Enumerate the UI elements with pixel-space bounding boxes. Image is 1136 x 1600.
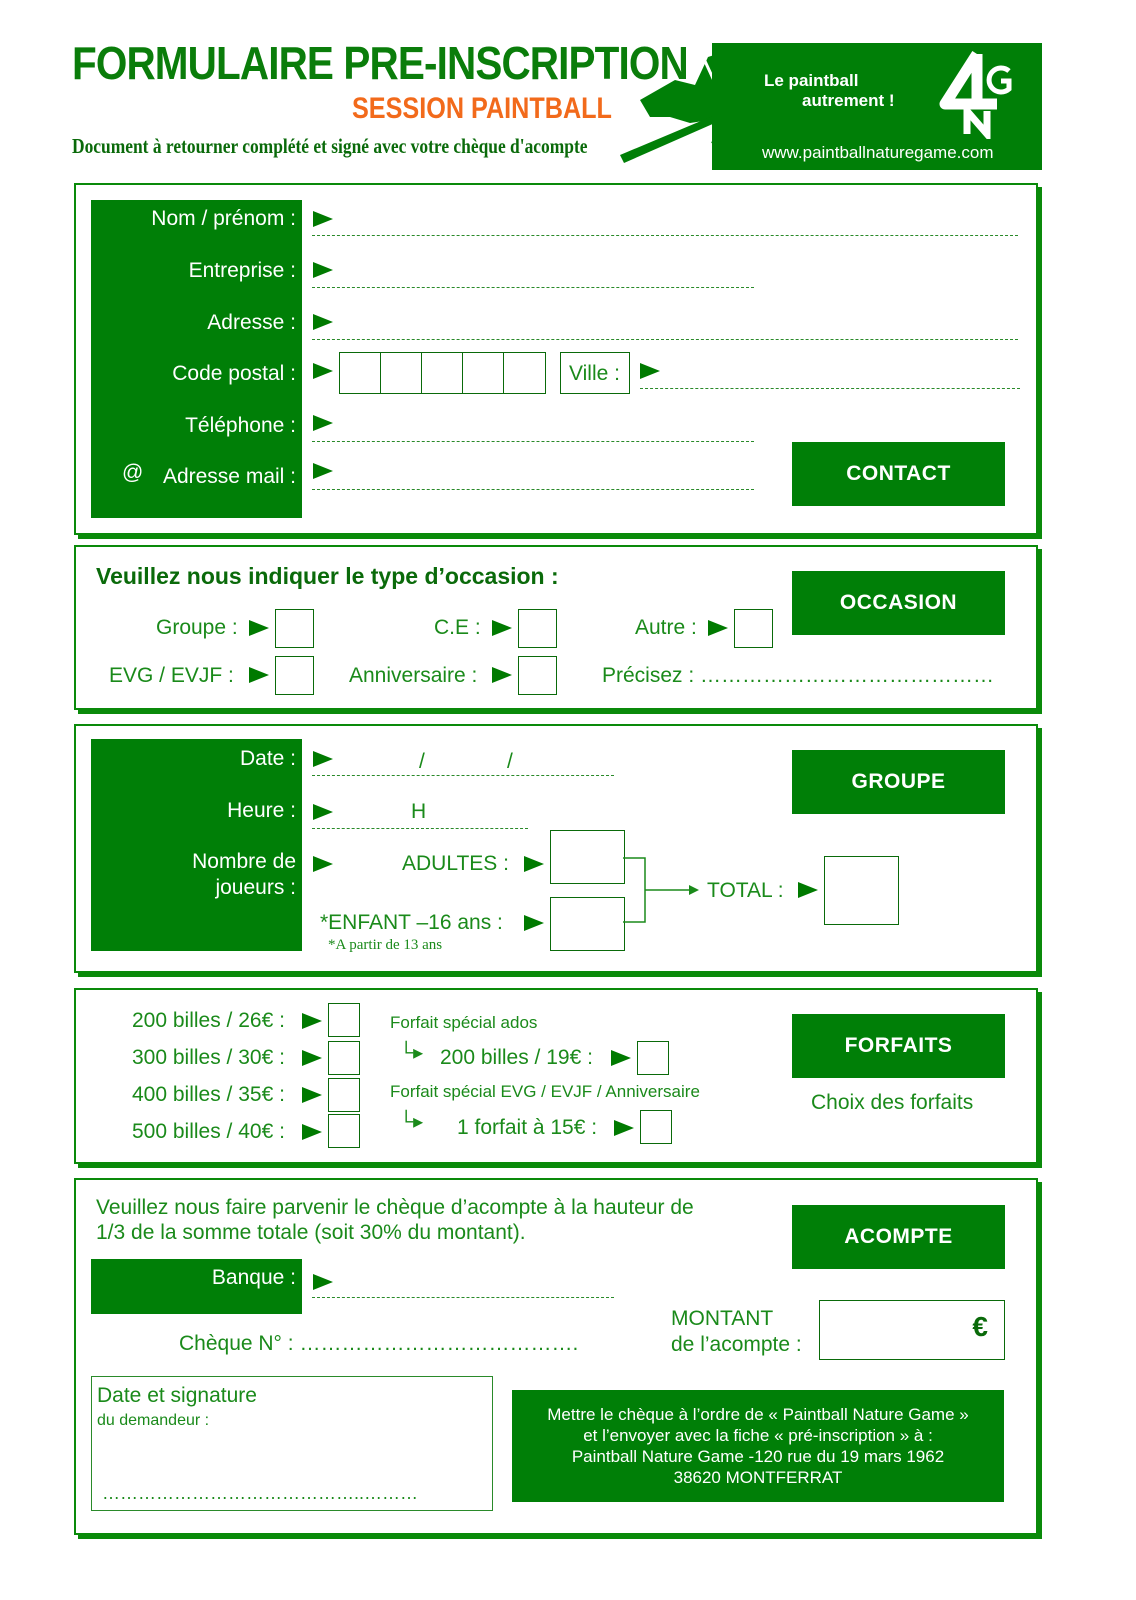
arrow-icon <box>492 667 512 683</box>
payment-note-line-2: et l’envoyer avec la fiche « pré-inscription » à : <box>583 1426 933 1445</box>
arrow-icon <box>302 1124 322 1140</box>
occasion-section <box>74 545 1038 710</box>
arrow-icon <box>313 415 333 431</box>
forfaits-section <box>74 988 1038 1164</box>
enfant-label: *ENFANT –16 ans : <box>320 911 503 934</box>
arrow-icon <box>708 620 728 636</box>
evg-label: EVG / EVJF : <box>109 664 234 687</box>
arrow-icon <box>640 363 660 379</box>
email-field[interactable] <box>312 489 754 490</box>
forfait-200-checkbox[interactable] <box>328 1003 360 1037</box>
signature-box[interactable] <box>91 1376 493 1511</box>
forfaits-caption: Choix des forfaits <box>811 1091 974 1114</box>
address-label: Adresse : <box>207 311 296 334</box>
signature-line: ……………………………………..……… <box>102 1483 419 1503</box>
address-field[interactable] <box>312 339 1018 340</box>
arrow-icon <box>524 856 544 872</box>
anniversaire-checkbox[interactable] <box>518 656 557 695</box>
forfait-400-checkbox[interactable] <box>328 1078 360 1112</box>
forfait-400-label: 400 billes / 35€ : <box>132 1083 285 1106</box>
enfant-note: *A partir de 13 ans <box>328 937 443 953</box>
4ng-logo <box>937 49 1017 139</box>
arrow-icon <box>313 463 333 479</box>
enfant-count-box[interactable] <box>550 897 625 951</box>
forfaits-button: FORFAITS <box>792 1014 1005 1078</box>
payment-note-line-4: 38620 MONTFERRAT <box>673 1468 843 1487</box>
total-count-box[interactable] <box>824 856 899 925</box>
brand-banner <box>712 43 1042 170</box>
arrow-icon <box>492 620 512 636</box>
precisez-field[interactable]: Précisez : …………………………………… <box>602 664 995 687</box>
arrow-icon <box>313 804 333 820</box>
anniversaire-label: Anniversaire : <box>349 664 478 687</box>
forfait-200-label: 200 billes / 26€ : <box>132 1009 285 1032</box>
arrow-icon <box>798 882 818 898</box>
email-label: Adresse mail : <box>162 465 296 488</box>
sum-bracket <box>623 854 703 926</box>
acompte-text-2: 1/3 de la somme totale (soit 30% du montant). <box>96 1221 526 1244</box>
montant-field[interactable] <box>819 1300 1005 1360</box>
payment-note-line-3: Paintball Nature Game -120 rue du 19 mars 1962 <box>571 1447 945 1466</box>
total-label: TOTAL : <box>707 879 784 902</box>
groupe-section <box>74 724 1038 973</box>
arrow-icon <box>614 1120 634 1136</box>
adultes-label: ADULTES : <box>402 852 509 875</box>
city-label: Ville : <box>569 362 620 385</box>
city-label-box <box>560 352 630 394</box>
forfait-500-label: 500 billes / 40€ : <box>132 1120 285 1143</box>
banner-tagline-2: autrement ! <box>802 91 895 110</box>
sub-arrow-icon: └▸ <box>399 1111 424 1133</box>
form-instructions: Document à retourner complété et signé avec votre chèque d'acompte <box>72 134 588 158</box>
phone-label: Téléphone : <box>185 414 296 437</box>
date-separator-2: / <box>507 750 513 773</box>
name-field[interactable] <box>312 235 1018 236</box>
date-label: Date : <box>239 747 296 770</box>
arrow-icon <box>313 751 333 767</box>
postal-code-digit-3[interactable] <box>421 352 464 394</box>
forfait-300-label: 300 billes / 30€ : <box>132 1046 285 1069</box>
montant-label-2: de l’acompte : <box>671 1333 802 1356</box>
signature-title: Date et signature <box>97 1384 257 1407</box>
occasion-question: Veuillez nous indiquer le type d’occasion : <box>96 563 559 589</box>
groupe-checkbox[interactable] <box>275 609 314 648</box>
acompte-text-1: Veuillez nous faire parvenir le chèque d’acompte à la hauteur de <box>96 1196 694 1219</box>
at-icon: @ <box>122 461 144 484</box>
postal-code-digit-5[interactable] <box>503 352 546 394</box>
forfait-500-checkbox[interactable] <box>328 1114 360 1148</box>
nombre-label-2: joueurs : <box>215 876 296 899</box>
groupe-button: GROUPE <box>792 750 1005 814</box>
contact-section <box>74 183 1038 535</box>
arrow-icon <box>611 1050 631 1066</box>
arrow-icon <box>313 856 333 872</box>
arrow-icon <box>302 1050 322 1066</box>
cheque-field[interactable]: Chèque N° : …………………………………. <box>179 1332 579 1355</box>
special-evg-title: Forfait spécial EVG / EVJF / Anniversaire <box>390 1082 700 1101</box>
date-separator-1: / <box>419 750 425 773</box>
ce-label: C.E : <box>434 616 481 639</box>
groupe-label: Groupe : <box>156 616 238 639</box>
special-ados-option: 200 billes / 19€ : <box>440 1046 593 1069</box>
ce-checkbox[interactable] <box>518 609 557 648</box>
occasion-button: OCCASION <box>792 571 1005 635</box>
special-ados-title: Forfait spécial ados <box>390 1013 538 1032</box>
arrow-icon <box>524 915 544 931</box>
postal-code-label: Code postal : <box>172 362 296 385</box>
autre-checkbox[interactable] <box>734 609 773 648</box>
nombre-label-1: Nombre de <box>192 850 296 873</box>
arrow-icon <box>313 363 333 379</box>
acompte-button: ACOMPTE <box>792 1205 1005 1269</box>
heure-field[interactable] <box>312 828 528 829</box>
banque-label: Banque : <box>211 1266 296 1289</box>
postal-code-digit-1[interactable] <box>339 352 382 394</box>
evg-checkbox[interactable] <box>275 656 314 695</box>
payment-note-line-1: Mettre le chèque à l’ordre de « Paintball Nature Game » <box>547 1405 969 1424</box>
form-subtitle: SESSION PAINTBALL <box>352 92 612 125</box>
acompte-section <box>74 1178 1038 1535</box>
payment-note <box>512 1390 1004 1502</box>
postal-code-digit-2[interactable] <box>380 352 423 394</box>
montant-label-1: MONTANT <box>671 1307 774 1330</box>
heure-label: Heure : <box>227 799 296 822</box>
special-ados-checkbox[interactable] <box>637 1041 669 1075</box>
sub-arrow-icon: └▸ <box>399 1042 424 1064</box>
phone-field[interactable] <box>312 441 754 442</box>
heure-separator: H <box>411 800 427 823</box>
forfait-300-checkbox[interactable] <box>328 1041 360 1075</box>
date-field[interactable] <box>312 775 614 776</box>
city-field[interactable] <box>640 388 1020 389</box>
signature-subtitle: du demandeur : <box>97 1412 210 1429</box>
arrow-icon <box>302 1087 322 1103</box>
euro-icon: € <box>972 1311 988 1342</box>
arrow-icon <box>302 1013 322 1029</box>
contact-button: CONTACT <box>792 442 1005 506</box>
company-field[interactable] <box>312 287 754 288</box>
banner-tagline-1: Le paintball <box>764 71 859 90</box>
arrow-icon <box>313 262 333 278</box>
banque-field[interactable] <box>312 1297 614 1298</box>
adultes-count-box[interactable] <box>550 830 625 884</box>
name-label: Nom / prénom : <box>151 207 296 230</box>
special-evg-option: 1 forfait à 15€ : <box>457 1116 598 1139</box>
autre-label: Autre : <box>635 616 697 639</box>
form-title: FORMULAIRE PRE-INSCRIPTION <box>72 37 688 89</box>
arrow-icon <box>249 667 269 683</box>
arrow-icon <box>313 211 333 227</box>
arrow-icon <box>249 620 269 636</box>
company-label: Entreprise : <box>188 259 296 282</box>
postal-code-digit-4[interactable] <box>462 352 505 394</box>
arrow-icon <box>313 1274 333 1290</box>
arrow-icon <box>313 314 333 330</box>
banner-url[interactable]: www.paintballnaturegame.com <box>762 143 994 162</box>
special-evg-checkbox[interactable] <box>640 1110 672 1144</box>
